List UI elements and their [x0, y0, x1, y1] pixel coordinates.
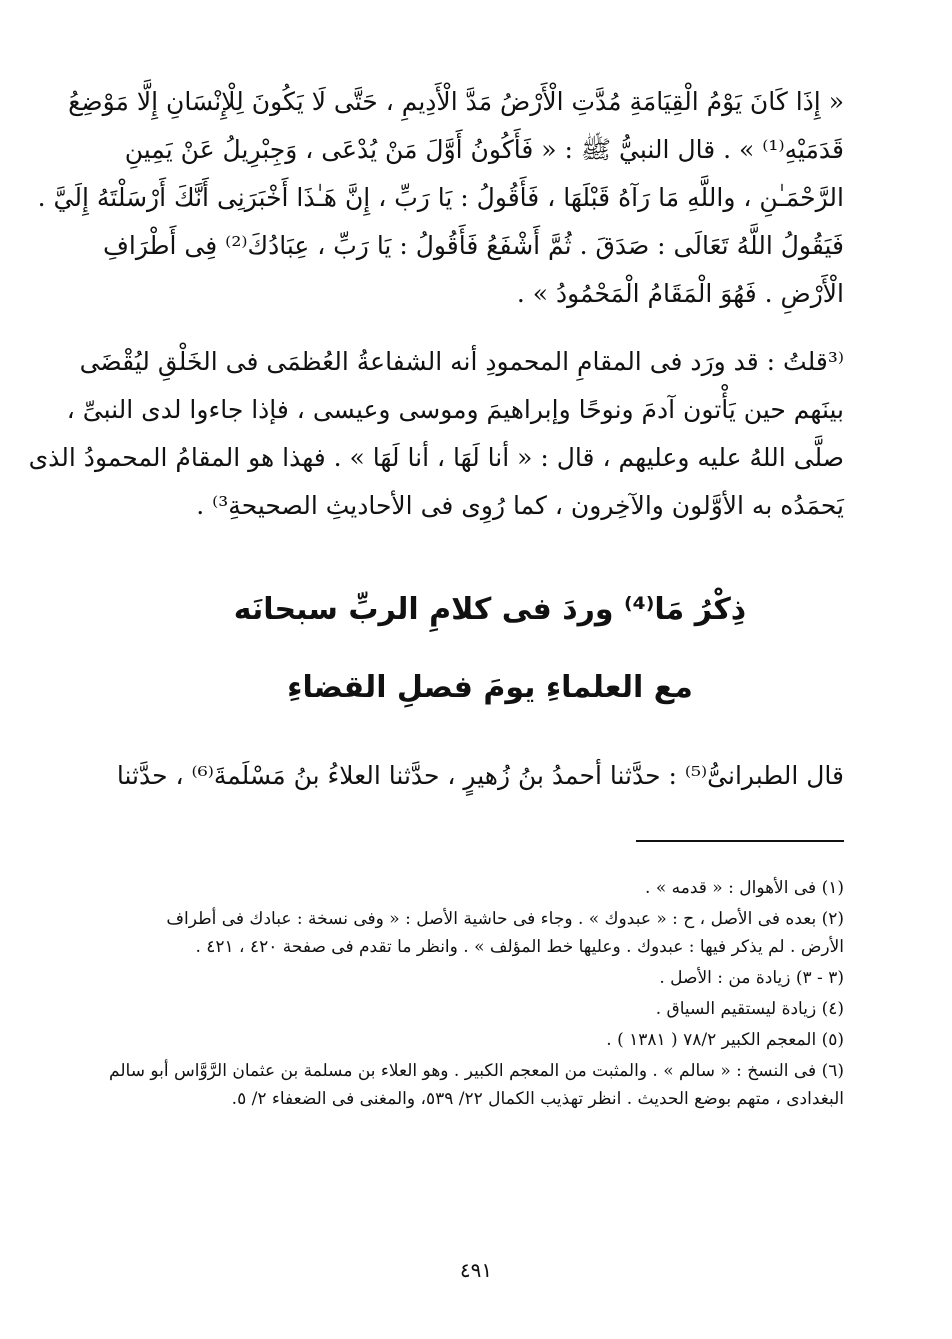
text-line: قَدَمَيْهِ⁽¹⁾ » . قال النبيُّ ﷺ : « فَأَكُونُ أَوَّلَ مَنْ يُدْعَى ، وَجِبْرِيلُ عَنْ يَمِينِ — [124, 135, 844, 164]
isnad-paragraph — [116, 752, 844, 800]
footnote-6 — [109, 1057, 844, 1113]
footnote-line: (٦) فى النسخ : « سالم » . والمثبت من المعجم الكبير . وهو العلاء بن مسلمة بن عثمان الرَّوَّاس أبو سالم — [109, 1061, 844, 1081]
text-line: بينَهم حين يَأْتون آدمَ ونوحًا وإبراهيمَ وموسى وعيسى ، فإذا جاءوا لدى النبىِّ ، — [66, 395, 844, 424]
section-heading-line1: ذِكْرُ مَا⁽⁴⁾ وردَ فى كلامِ الربِّ سبحانَه — [233, 592, 747, 627]
footnote-1: (١) فى الأهوال : « قدمه » . — [645, 878, 844, 898]
text-line: صلَّى اللهُ عليه وعليهم ، قال : « أنا لَهَا ، أنا لَهَا » . فهذا هو المقامُ المحمودُ الذى — [28, 443, 844, 472]
footnote-line: البغدادى ، متهم بوضع الحديث . انظر تهذيب الكمال ٢٢/ ٥٣٩، والمغنى فى الضعفاء ٢/ ٥. — [231, 1089, 844, 1109]
footnote-rule-wrap — [136, 840, 844, 842]
section-heading-line2: مع العلماءِ يومَ فصلِ القضاءِ — [287, 670, 693, 705]
text-line: ⁽³قلتُ : قد ورَد فى المقامِ المحمودِ أنه الشفاعةُ العُظمَى فى الخَلْقِ ليُقْضَى — [79, 347, 844, 376]
text-line: فَيَقُولُ اللَّهُ تَعَالَى : صَدَقَ . ثُمَّ أَشْفَعُ فَأَقُولُ : يَا رَبِّ ، عِبَادُكَ⁽²⁾ فِى أَطْرَافِ — [102, 231, 844, 260]
page-number: ٤٩١ — [459, 1258, 493, 1282]
footnote-5: (٥) المعجم الكبير ٧٨/٢ ( ١٣٨١ ) . — [606, 1030, 844, 1050]
text-line: الْأَرْضِ . فَهُوَ الْمَقَامُ الْمَحْمُودُ » . — [516, 279, 844, 308]
footnote-3: (٣ - ٣) زيادة من : الأصل . — [659, 968, 844, 988]
text-line: « إِذَا كَانَ يَوْمُ الْقِيَامَةِ مُدَّتِ الْأَرْضُ مَدَّ الْأَدِيمِ ، حَتَّى لَا يَكُونَ لِلْإِنْسَانِ إِلَّا مَوْضِعُ — [68, 87, 844, 116]
footnote-4: (٤) زيادة ليستقيم السياق . — [655, 999, 844, 1019]
footnote-2 — [136, 905, 844, 961]
footnote-separator — [636, 840, 844, 842]
commentary-paragraph — [28, 338, 844, 530]
footnote-line: (٢) بعده فى الأصل ، ح : « عبدوك » . وجاء فى حاشية الأصل : « وفى نسخة : عبادك فى أطراف — [166, 909, 844, 929]
text-line: يَحمَدُه به الأوَّلون والآخِرون ، كما رُوِى فى الأحاديثِ الصحيحةِ³⁾ . — [196, 491, 844, 520]
text-line: الرَّحْمَـٰنِ ، واللَّهِ مَا رَآهُ قَبْلَهَا ، فَأَقُولُ : يَا رَبِّ ، إِنَّ هَـٰذَا أَخْبَرَنِى أَنَّكَ أَرْسَلْتَهُ إِلَيَّ . — [37, 183, 844, 212]
footnote-line: الأرض . لم يذكر فيها : عبدوك . وعليها خط المؤلف » . وانظر ما تقدم فى صفحة ٤٢٠ ، ٤٢١ . — [195, 937, 844, 957]
footnotes — [109, 874, 844, 1113]
text-line: قال الطبرانىُّ⁽⁵⁾ : حدَّثنا أحمدُ بنُ زُهيرٍ ، حدَّثنا العلاءُ بنُ مَسْلَمةَ⁽⁶⁾ ، حدَّثنا — [116, 761, 844, 790]
hadith-paragraph — [37, 78, 844, 318]
